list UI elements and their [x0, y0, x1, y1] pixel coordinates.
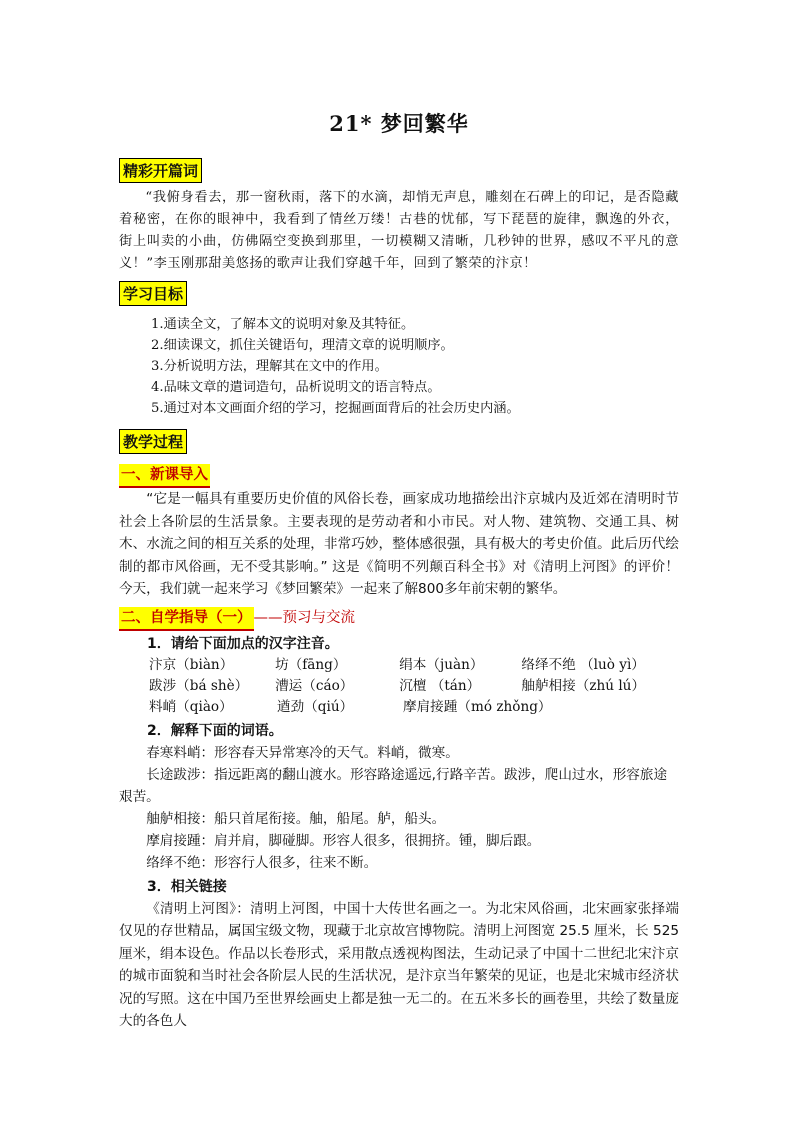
section-1-heading-line [119, 458, 679, 488]
pinyin-row [149, 676, 679, 697]
pinyin-item: 绢本（juàn） [399, 656, 484, 673]
section-1-heading: 一、新课导入 [119, 464, 210, 488]
pinyin-item: 跋涉（bá shè） [149, 677, 249, 694]
related-link-paragraph: 《清明上河图》：清明上河图，中国十大传世名画之一。为北宋风俗画，北宋画家张择端仅见的存世精品，属国宝级文物，现藏于北京故宫博物院。清明上河图宽 25.5 厘米，长 525 厘米，绢本设色。作品以长卷形式，采用散点透视构图法，生动记录了中国十二世纪北宋汴京的城市面貌和当时社会各阶层人民的生活状况，是汴京当年繁荣的见证，也是北宋城市经济状况的写照。这在中国乃至世界绘画史上都是独一无二的。在五米多长的画卷里，共绘了数量庞大的各色人 [119, 900, 679, 1029]
pinyin-item: 坊（fāng） [275, 656, 347, 673]
goal-item: 1.通读全文，了解本文的说明对象及其特征。 [151, 317, 415, 332]
question-3-heading: 3．相关链接 [147, 878, 227, 895]
pinyin-grid [149, 655, 679, 718]
pinyin-item: 汴京（biàn） [149, 656, 234, 673]
pinyin-item: 遒劲（qiú） [277, 698, 354, 715]
intro-paragraph: “我俯身看去，那一窗秋雨，落下的水滴，却悄无声息，雕刻在石碑上的印记，是否隐藏着秘密，在你的眼神中，我看到了情丝万缕！古巷的忧郁，写下琵琶的旋律，飘逸的外衣，街上叫卖的小曲，仿佛隔空变换到那里，一切模糊又清晰，几秒钟的世界，感叹不平凡的意义！”李玉刚那甜美悠扬的歌声让我们穿越千年，回到了繁荣的汴京！ [119, 190, 679, 271]
definition-item: 长途跋涉：指远距离的翻山渡水。形容路途遥远,行路辛苦。跋涉，爬山过水，形容旅途艰苦。 [119, 766, 668, 805]
definition-item: 春寒料峭：形容春天异常寒冷的天气。料峭，微寒。 [146, 744, 459, 761]
section-1-paragraph: “它是一幅具有重要历史价值的风俗长卷，画家成功地描绘出汴京城内及近郊在清明时节社会上各阶层的生活景象。主要表现的是劳动者和小市民。对人物、建筑物、交通工具、树木、水流之间的相互关系的处理，非常巧妙，整体感很强，具有极大的考史价值。此后历代绘制的都市风俗画，无不受其影响。” 这是《简明不列颠百科全书》对《清明上河图》的评价！今天，我们就一起来学习《梦回繁荣》一起来了解800多年前宋朝的繁华。 [119, 491, 679, 597]
goal-item: 5.通过对本文画面介绍的学习，挖掘画面背后的社会历史内涵。 [151, 401, 520, 416]
section-2-subtitle: ——预习与交流 [253, 609, 355, 626]
goals-list [151, 314, 679, 419]
pinyin-row [149, 655, 679, 676]
goal-item: 3.分析说明方法，理解其在文中的作用。 [151, 359, 388, 374]
pinyin-item: 摩肩接踵（mó zhǒng） [403, 698, 552, 715]
definition-item: 舳舻相接：船只首尾衔接。舳，船尾。舻，船头。 [146, 810, 446, 827]
section-2-heading-line [119, 601, 679, 631]
section-2-heading: 二、自学指导（一） [119, 607, 254, 631]
definition-item: 摩肩接踵：肩并肩，脚碰脚。形容人很多，很拥挤。锺，脚后跟。 [146, 832, 541, 849]
definition-item: 络绎不绝：形容行人很多，往来不断。 [146, 854, 378, 871]
pinyin-item: 料峭（qiào） [149, 698, 233, 715]
pinyin-item: 漕运（cáo） [275, 677, 354, 694]
goal-item: 4.品味文章的遣词造句，品析说明文的语言特点。 [151, 380, 441, 395]
goals-label: 学习目标 [119, 281, 187, 306]
page-title: 21* 梦回繁华 [329, 111, 469, 136]
pinyin-item: 沉檀 （tán） [399, 677, 481, 694]
goal-item: 2.细读课文，抓住关键语句，理清文章的说明顺序。 [151, 338, 454, 353]
intro-label: 精彩开篇词 [119, 158, 202, 183]
pinyin-row [149, 697, 679, 718]
pinyin-item: 络绎不绝 （luò yì） [521, 656, 645, 673]
question-2-heading: 2．解释下面的词语。 [147, 722, 283, 739]
document-page [119, 96, 679, 1033]
pinyin-item: 舳舻相接（zhú lú） [521, 677, 646, 694]
question-1-heading: 1．请给下面加点的汉字注音。 [147, 635, 339, 652]
process-label: 教学过程 [119, 429, 187, 454]
